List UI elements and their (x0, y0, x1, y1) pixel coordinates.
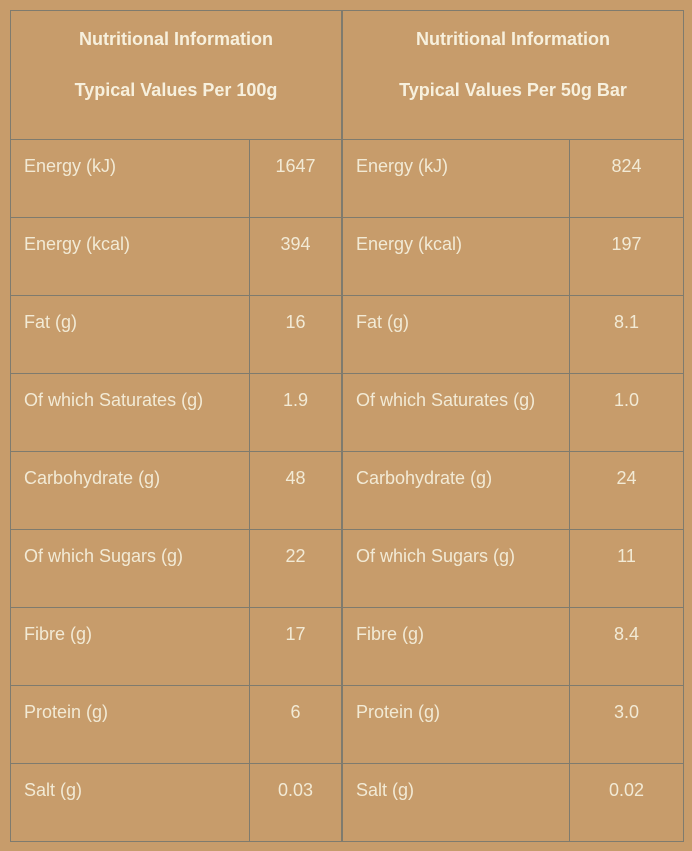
nutrient-value: 824 (570, 140, 684, 218)
nutrient-label: Fibre (g) (11, 608, 250, 686)
nutrient-label: Fat (g) (343, 296, 570, 374)
table-title: Nutritional Information (416, 29, 610, 49)
table-header-per-100g (11, 11, 342, 140)
table-row (11, 686, 342, 764)
nutrient-value: 197 (570, 218, 684, 296)
nutrient-value: 22 (250, 530, 342, 608)
table-row (343, 452, 684, 530)
table-row (11, 218, 342, 296)
nutrient-label: Energy (kJ) (343, 140, 570, 218)
nutrient-value: 48 (250, 452, 342, 530)
table-row (343, 218, 684, 296)
nutrient-label: Carbohydrate (g) (343, 452, 570, 530)
table-row (343, 686, 684, 764)
nutrient-label: Of which Sugars (g) (343, 530, 570, 608)
nutrient-label: Salt (g) (11, 764, 250, 842)
nutrient-label: Energy (kcal) (11, 218, 250, 296)
nutrient-value: 1647 (250, 140, 342, 218)
nutrient-value: 8.1 (570, 296, 684, 374)
table-row (343, 296, 684, 374)
nutrient-label: Salt (g) (343, 764, 570, 842)
table-header-per-50g-bar (343, 11, 684, 140)
table-row (11, 608, 342, 686)
nutrient-value: 11 (570, 530, 684, 608)
nutrient-value: 8.4 (570, 608, 684, 686)
table-row (343, 530, 684, 608)
nutrient-label: Energy (kcal) (343, 218, 570, 296)
header-row (343, 11, 684, 140)
nutrient-label: Carbohydrate (g) (11, 452, 250, 530)
nutrient-label: Of which Saturates (g) (11, 374, 250, 452)
nutrient-value: 3.0 (570, 686, 684, 764)
nutrient-label: Energy (kJ) (11, 140, 250, 218)
nutrient-value: 1.9 (250, 374, 342, 452)
nutrition-table-per-100g (10, 10, 342, 842)
table-row (11, 452, 342, 530)
nutrient-value: 6 (250, 686, 342, 764)
table-row (343, 608, 684, 686)
nutrient-label: Protein (g) (343, 686, 570, 764)
nutrient-label: Of which Saturates (g) (343, 374, 570, 452)
nutrient-value: 0.02 (570, 764, 684, 842)
table-row (11, 140, 342, 218)
table-title: Nutritional Information (79, 29, 273, 49)
table-row (343, 764, 684, 842)
nutrient-value: 17 (250, 608, 342, 686)
nutrient-label: Fat (g) (11, 296, 250, 374)
nutrient-value: 24 (570, 452, 684, 530)
nutrient-label: Protein (g) (11, 686, 250, 764)
table-row (11, 530, 342, 608)
table-row (343, 140, 684, 218)
table-row (343, 374, 684, 452)
nutrient-value: 394 (250, 218, 342, 296)
table-subtitle: Typical Values Per 50g Bar (399, 80, 627, 100)
table-row (11, 374, 342, 452)
table-subtitle: Typical Values Per 100g (74, 80, 278, 100)
nutrient-label: Fibre (g) (343, 608, 570, 686)
nutrient-value: 0.03 (250, 764, 342, 842)
table-row (11, 296, 342, 374)
nutrition-tables-container (10, 10, 682, 842)
header-row (11, 11, 342, 140)
nutrient-label: Of which Sugars (g) (11, 530, 250, 608)
table-row (11, 764, 342, 842)
nutrient-value: 16 (250, 296, 342, 374)
nutrition-table-per-50g-bar (342, 10, 684, 842)
nutrient-value: 1.0 (570, 374, 684, 452)
